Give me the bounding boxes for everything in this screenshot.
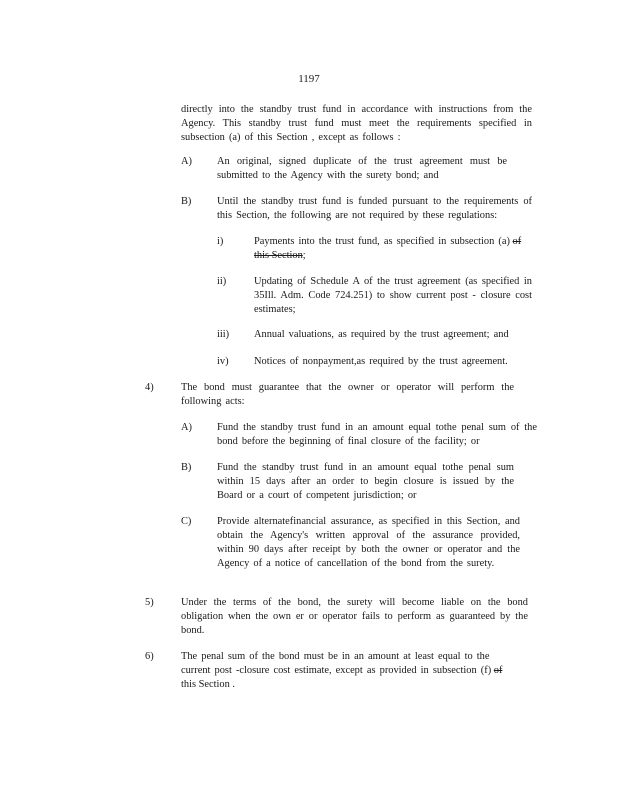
section-text-4: The bond must guarantee that the owner or operator will perform the following acts: — [181, 382, 514, 407]
section-4-text-a: Fund the standby trust fund in an amount equal tothe penal sum of the bond before the beginning of final closure of the facility; or — [217, 422, 537, 447]
section-label-4: 4) — [145, 382, 154, 393]
section-4-label-c: C) — [181, 516, 192, 527]
item-text-iii: Annual valuations, as required by the trust agreement; and — [254, 329, 509, 340]
item-i — [254, 235, 532, 263]
item-text-b: Until the standby trust fund is funded pursuant to the requirements of this Section, the following are not required by these regulations: — [217, 196, 532, 221]
item-i-struck-text: of this Section — [254, 236, 522, 261]
section-4-label-b: B) — [181, 462, 192, 473]
section-4-text-c: Provide alternatefinancial assurance, as specified in this Section, and obtain the Agency's written approval of the assurance provided, within 90 days after receipt by both the owner or operator and the Agency of a notice of cancellation of the bond from the surety. — [217, 516, 520, 569]
section-6-struck-text: of — [493, 665, 503, 676]
section-6-after-text: this Section . — [181, 679, 235, 690]
item-text-a: An original, signed duplicate of the trust agreement must be submitted to the Agency with the surety bond; and — [217, 156, 507, 181]
item-label-ii: ii) — [217, 276, 227, 287]
item-label-iv: iv) — [217, 356, 229, 367]
intro-paragraph: directly into the standby trust fund in accordance with instructions from the Agency. This standby trust fund must meet the requirements specified in subsection (a) of this Section , except as follows : — [181, 104, 532, 143]
item-text-ii: Updating of Schedule A of the trust agreement (as specified in 35Ill. Adm. Code 724.251) to show current post - closure cost estimates; — [254, 276, 532, 315]
item-i-after-text: ; — [302, 250, 306, 261]
section-text-5: Under the terms of the bond, the surety will become liable on the bond obligation when the own er or operator fails to perform as guaranteed by the bond. — [181, 597, 528, 636]
page-number: 1197 — [298, 73, 320, 85]
item-label-i: i) — [217, 236, 224, 247]
section-text-6: The penal sum of the bond must be in an amount at least equal to the current post -closure cost estimate, except as provided in subsection (f) — [181, 651, 492, 676]
section-4-label-a: A) — [181, 422, 192, 433]
item-label-iii: iii) — [217, 329, 230, 340]
section-label-6: 6) — [145, 651, 154, 662]
section-label-5: 5) — [145, 597, 154, 608]
section-4-text-b: Fund the standby trust fund in an amount equal tothe penal sum within 15 days after an order to begin closure is issued by the Board or a court of competent jurisdiction; or — [217, 462, 514, 501]
item-label-b: B) — [181, 196, 192, 207]
item-text-i: Payments into the trust fund, as specified in subsection (a) — [254, 236, 510, 247]
section-6 — [181, 650, 514, 692]
item-text-iv: Notices of nonpayment,as required by the trust agreement. — [254, 356, 508, 367]
item-label-a: A) — [181, 156, 192, 167]
